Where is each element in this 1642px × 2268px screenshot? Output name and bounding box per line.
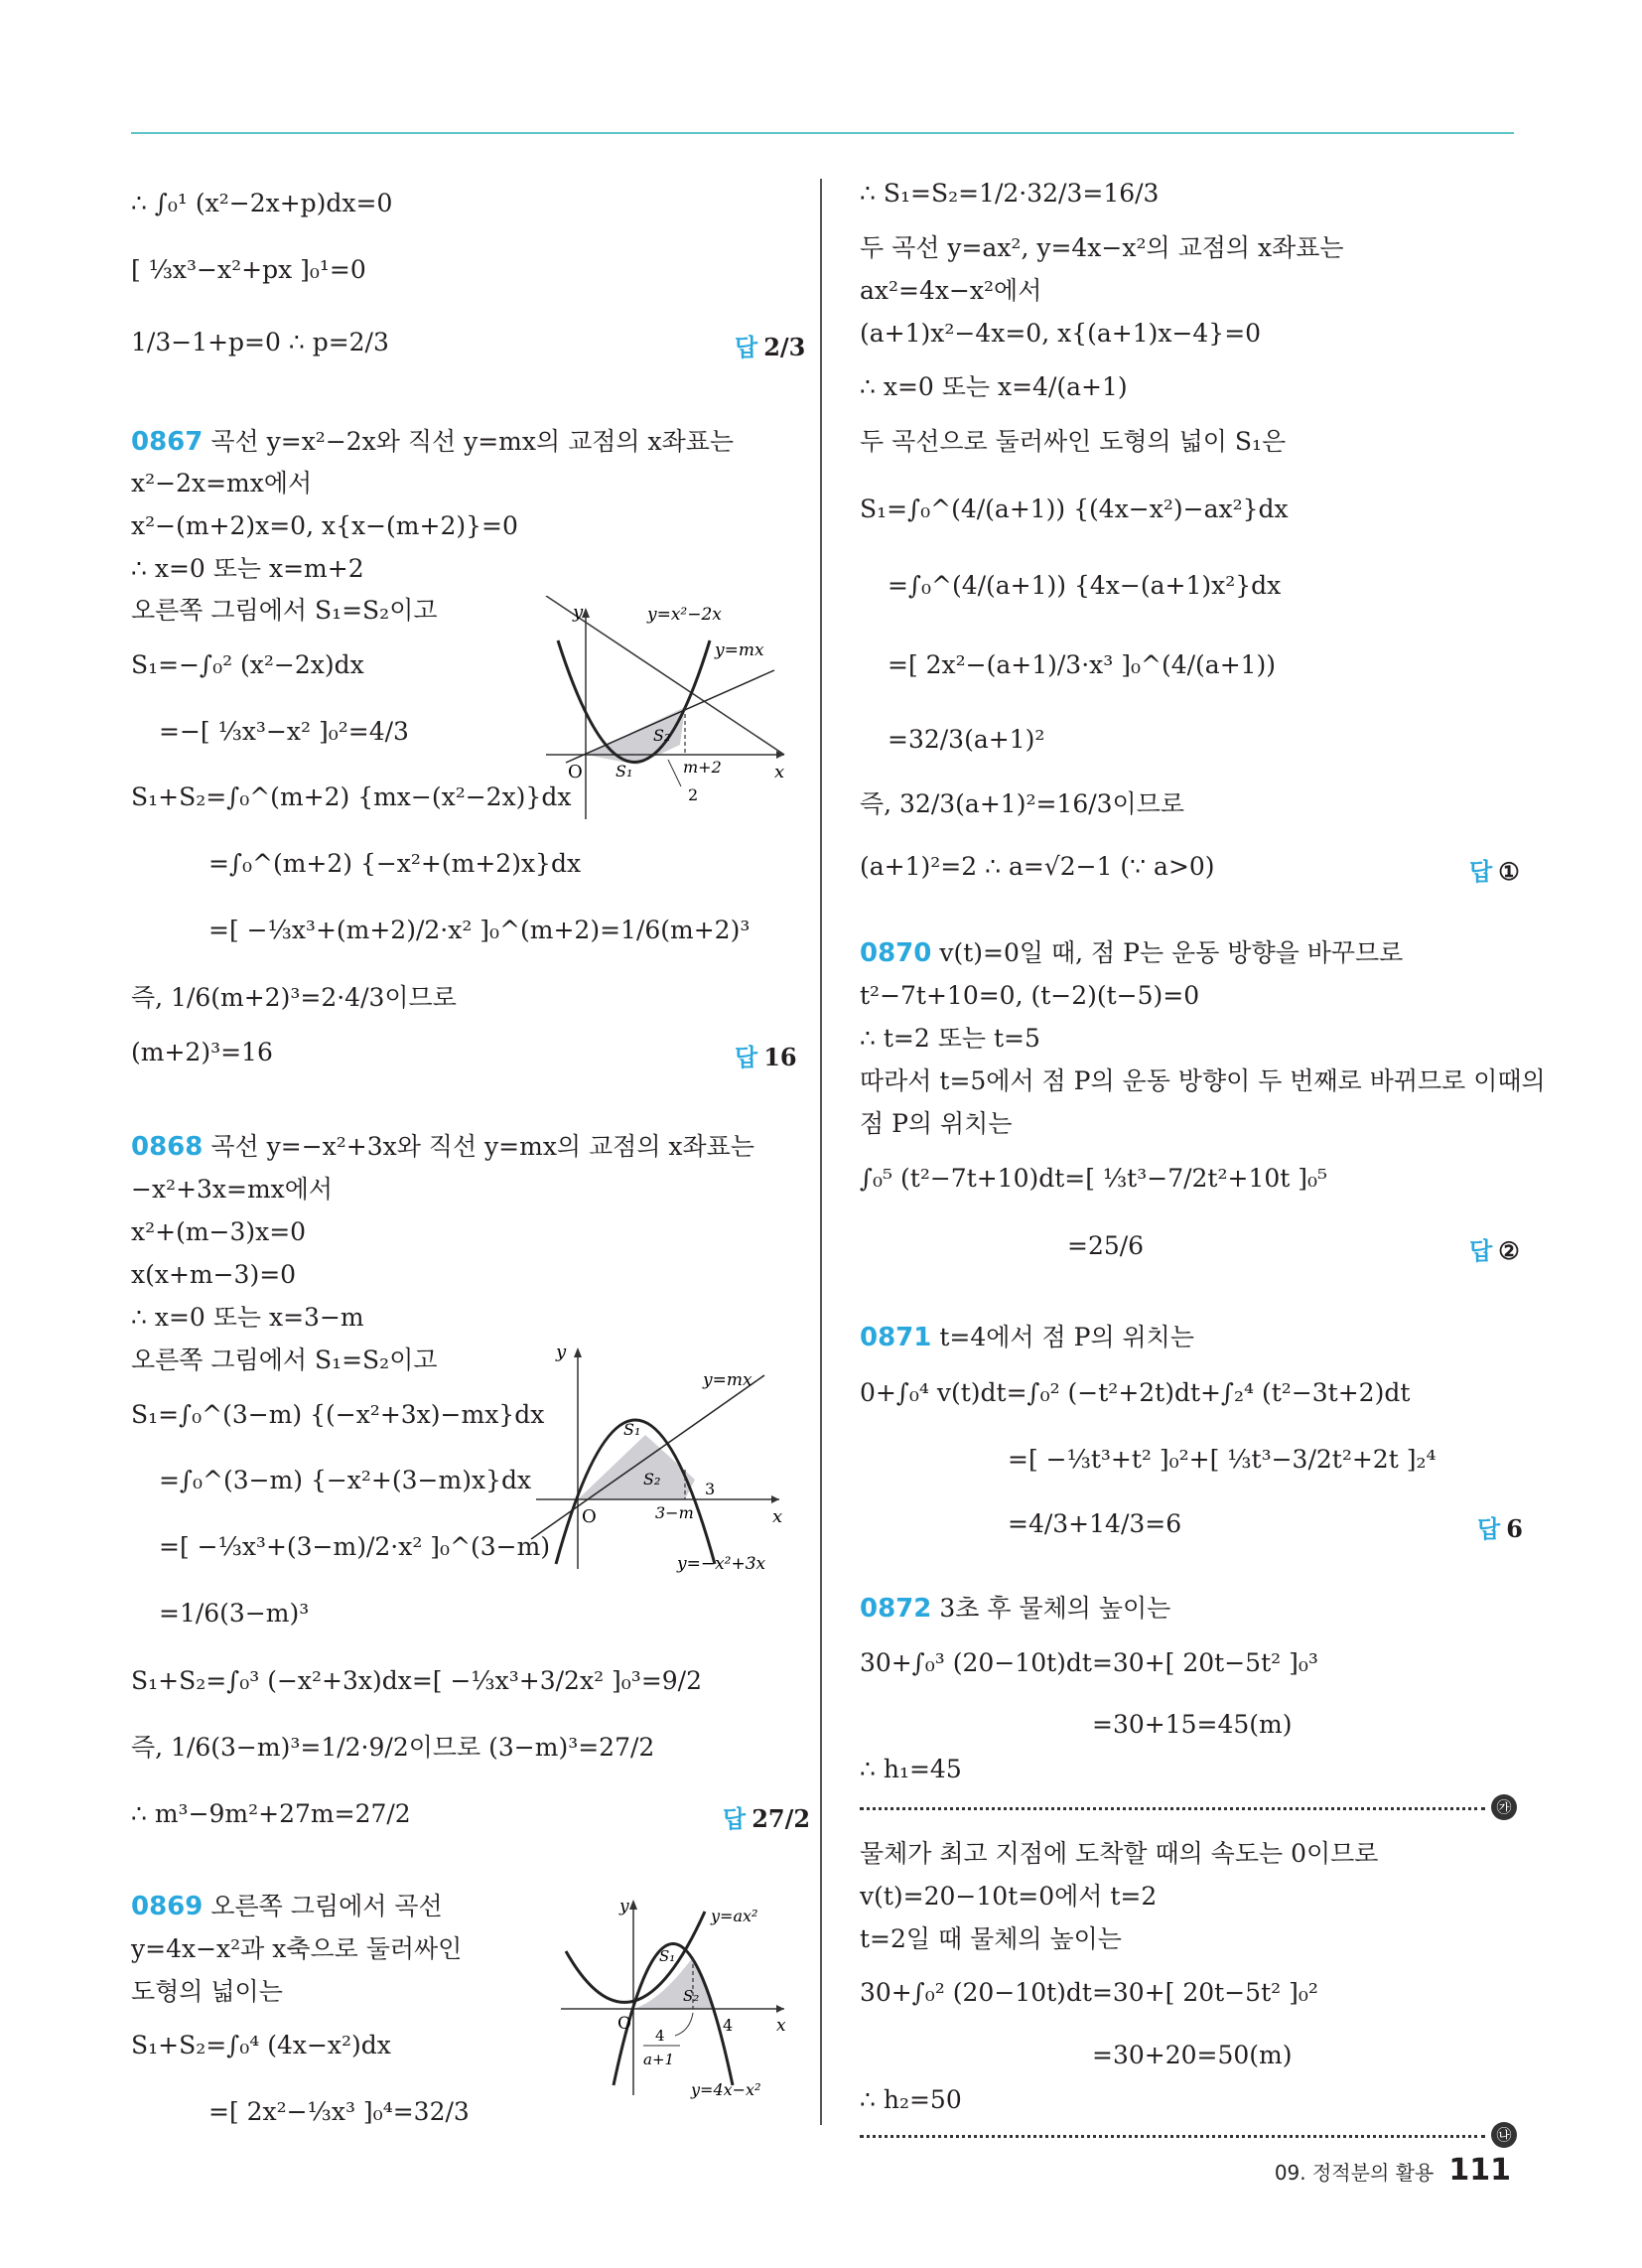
line-label: y=mx (703, 1370, 753, 1390)
graph-0867 (536, 596, 794, 824)
text-line: x²−(m+2)x=0, x{x−(m+2)}=0 (131, 511, 518, 540)
frac-num-label: 4 (655, 2027, 665, 2045)
point-2-label: 2 (688, 785, 699, 804)
region-s1-label: S₁ (623, 1420, 641, 1439)
header-rule (131, 132, 1514, 134)
text-line: x²−2x=mx에서 (131, 469, 313, 497)
text-line: =4/3+14/3=6 (1008, 1509, 1182, 1538)
text-line: 30+∫₀² (20−10t)dt=30+[ 20t−5t² ]₀² (860, 1978, 1318, 2007)
text-line: =[ 2x²−(a+1)/3·x³ ]₀^(4/(a+1)) (888, 650, 1277, 679)
text-line: v(t)=20−10t=0에서 t=2 (860, 1882, 1158, 1911)
text-line: 도형의 넓이는 (131, 1977, 283, 2006)
text-line: 즉, 1/6(m+2)³=2·4/3이므로 (131, 983, 457, 1012)
text-line: S₁+S₂=∫₀⁴ (4x−x²)dx (131, 2031, 391, 2059)
text-line: =[ −⅓t³+t² ]₀²+[ ⅓t³−3/2t²+2t ]₂⁴ (1008, 1445, 1437, 1474)
text-line: 오른쪽 그림에서 S₁=S₂이고 (131, 1346, 438, 1374)
text-line: ∴ h₂=50 (860, 2085, 962, 2114)
text-line: S₁+S₂=∫₀³ (−x²+3x)dx=[ −⅓x³+3/2x² ]₀³=9/2 (131, 1666, 703, 1695)
text-line: S₁=∫₀^(3−m) {(−x²+3x)−mx}dx (131, 1400, 545, 1429)
graph-0869 (556, 1892, 794, 2105)
region-s2-label: S₂ (643, 1470, 661, 1488)
text-line: =−[ ⅓x³−x² ]₀²=4/3 (159, 717, 409, 746)
text-line: (a+1)²=2 ∴ a=√2−1 (∵ a>0) (860, 852, 1215, 881)
marker-ga: ㉮ (1491, 1794, 1517, 1820)
problem-0870: 0870 v(t)=0일 때, 점 P는 운동 방향을 바꾸므로 (860, 938, 1404, 968)
answer-0869: 답 ① (1469, 857, 1520, 886)
text-line: x²+(m−3)x=0 (131, 1217, 307, 1246)
point-4-label: 4 (723, 2016, 734, 2035)
problem-0872: 0872 3초 후 물체의 높이는 (860, 1594, 1171, 1624)
line-label: y=mx (715, 640, 764, 660)
answer-0866: 답 2/3 (735, 333, 806, 361)
curve-label: y=x²−2x (647, 605, 722, 625)
dotted-separator (860, 2135, 1485, 2138)
axis-y-label: y (556, 1342, 567, 1362)
text-line: ∴ x=0 또는 x=3−m (131, 1303, 364, 1332)
text-line: 점 P의 위치는 (860, 1109, 1013, 1138)
text-line: 물체가 최고 지점에 도착할 때의 속도는 0이므로 (860, 1839, 1379, 1868)
text-line: t=2일 때 물체의 높이는 (860, 1924, 1122, 1953)
text-line: ax²=4x−x²에서 (860, 276, 1042, 305)
axis-x-label: x (772, 1506, 783, 1527)
text-line: S₁=∫₀^(4/(a+1)) {(4x−x²)−ax²}dx (860, 495, 1289, 523)
axis-x-label: x (774, 762, 785, 782)
region-s1-label: S₁ (616, 762, 633, 780)
problem-number: 0867 (131, 427, 204, 457)
text-line: 따라서 t=5에서 점 P의 운동 방향이 두 번째로 바뀌므로 이때의 (860, 1066, 1546, 1095)
axis-x-label: x (776, 2016, 786, 2036)
frac-den-label: a+1 (643, 2051, 675, 2068)
text-line: ∴ x=0 또는 x=m+2 (131, 554, 364, 583)
text-line: =[ −⅓x³+(m+2)/2·x² ]₀^(m+2)=1/6(m+2)³ (208, 916, 751, 944)
text-line: S₁=−∫₀² (x²−2x)dx (131, 650, 364, 679)
text-line: =∫₀^(m+2) {−x²+(m+2)x}dx (208, 849, 582, 878)
curve-label: y=−x²+3x (677, 1554, 766, 1574)
text-line: 두 곡선으로 둘러싸인 도형의 넓이 S₁은 (860, 427, 1287, 456)
text-line: =30+20=50(m) (1092, 2041, 1293, 2069)
text-line: 30+∫₀³ (20−10t)dt=30+[ 20t−5t² ]₀³ (860, 1648, 1318, 1677)
text-line: x(x+m−3)=0 (131, 1260, 297, 1289)
text-line: 즉, 1/6(3−m)³=1/2·9/2이므로 (3−m)³=27/2 (131, 1733, 655, 1762)
text-line: ∴ x=0 또는 x=4/(a+1) (860, 372, 1128, 401)
problem-number: 0871 (860, 1323, 932, 1352)
problem-0868: 0868 곡선 y=−x²+3x와 직선 y=mx의 교점의 x좌표는 (131, 1132, 754, 1162)
region-s2-label: S₂ (653, 726, 671, 745)
problem-0871: 0871 t=4에서 점 P의 위치는 (860, 1323, 1194, 1352)
answer-0868: 답 27/2 (723, 1804, 811, 1833)
region-s1-label: S₁ (659, 1947, 676, 1965)
text-line: ∴ ∫₀¹ (x²−2x+p)dx=0 (131, 189, 393, 217)
text-line: y=4x−x²과 x축으로 둘러싸인 (131, 1934, 463, 1963)
text-line: S₁+S₂=∫₀^(m+2) {mx−(x²−2x)}dx (131, 782, 572, 811)
point-3m-label: 3−m (655, 1503, 694, 1522)
text-line: (m+2)³=16 (131, 1038, 273, 1066)
text-line: 오른쪽 그림에서 S₁=S₂이고 (131, 596, 438, 625)
curve2-label: y=4x−x² (691, 2080, 761, 2099)
axis-y-label: y (573, 602, 584, 623)
text-line: (a+1)x²−4x=0, x{(a+1)x−4}=0 (860, 319, 1262, 348)
text-line: =[ −⅓x³+(3−m)/2·x² ]₀^(3−m) (159, 1532, 551, 1561)
text-line: 두 곡선 y=ax², y=4x−x²의 교점의 x좌표는 (860, 233, 1344, 262)
origin-label: O (617, 2014, 631, 2034)
text-line: =∫₀^(4/(a+1)) {4x−(a+1)x²}dx (888, 571, 1282, 600)
text-line: ∴ h₁=45 (860, 1755, 962, 1783)
page-number: 111 (1448, 2153, 1511, 2188)
column-divider (820, 179, 822, 2125)
text-line: 0+∫₀⁴ v(t)dt=∫₀² (−t²+2t)dt+∫₂⁴ (t²−3t+2)dt (860, 1378, 1411, 1407)
text-line: =[ 2x²−⅓x³ ]₀⁴=32/3 (208, 2097, 470, 2126)
point-3-label: 3 (705, 1480, 716, 1498)
text-line: 1/3−1+p=0 ∴ p=2/3 (131, 328, 389, 356)
answer-0870: 답 ② (1469, 1236, 1520, 1265)
text-line: t²−7t+10=0, (t−2)(t−5)=0 (860, 981, 1200, 1010)
graph-0868 (526, 1336, 794, 1574)
text-line: −x²+3x=mx에서 (131, 1175, 334, 1204)
text-line: =30+15=45(m) (1092, 1710, 1293, 1739)
chapter-title: 09. 정적분의 활용 (1274, 2161, 1435, 2185)
origin-label: O (568, 762, 583, 782)
axis-y-label: y (619, 1897, 629, 1916)
problem-number: 0868 (131, 1132, 204, 1162)
answer-0871: 답 6 (1477, 1514, 1523, 1543)
text-line: ∴ m³−9m²+27m=27/2 (131, 1799, 411, 1828)
problem-number: 0869 (131, 1892, 204, 1921)
region-s2-label: S₂ (683, 1987, 700, 2005)
curve1-label: y=ax² (711, 1907, 758, 1925)
text-line: =1/6(3−m)³ (159, 1599, 310, 1628)
page-footer (1275, 2153, 1511, 2188)
text-line: =25/6 (1067, 1231, 1145, 1260)
text-line: [ ⅓x³−x²+px ]₀¹=0 (131, 255, 366, 284)
problem-number: 0870 (860, 938, 932, 968)
text-line: ∴ t=2 또는 t=5 (860, 1024, 1040, 1053)
text-line: ∴ S₁=S₂=1/2·32/3=16/3 (860, 179, 1160, 208)
problem-0867: 0867 곡선 y=x²−2x와 직선 y=mx의 교점의 x좌표는 (131, 427, 735, 457)
point-m2-label: m+2 (683, 758, 722, 777)
marker-na: ㉯ (1491, 2122, 1517, 2148)
answer-0867: 답 16 (735, 1043, 797, 1071)
text-line: 즉, 32/3(a+1)²=16/3이므로 (860, 789, 1185, 818)
text-line: ∫₀⁵ (t²−7t+10)dt=[ ⅓t³−7/2t²+10t ]₀⁵ (860, 1164, 1328, 1193)
problem-0869: 0869 오른쪽 그림에서 곡선 (131, 1892, 443, 1921)
text-line: =∫₀^(3−m) {−x²+(3−m)x}dx (159, 1466, 532, 1494)
problem-number: 0872 (860, 1594, 932, 1624)
origin-label: O (582, 1506, 597, 1527)
dotted-separator (860, 1807, 1485, 1810)
text-line: =32/3(a+1)² (888, 725, 1045, 754)
